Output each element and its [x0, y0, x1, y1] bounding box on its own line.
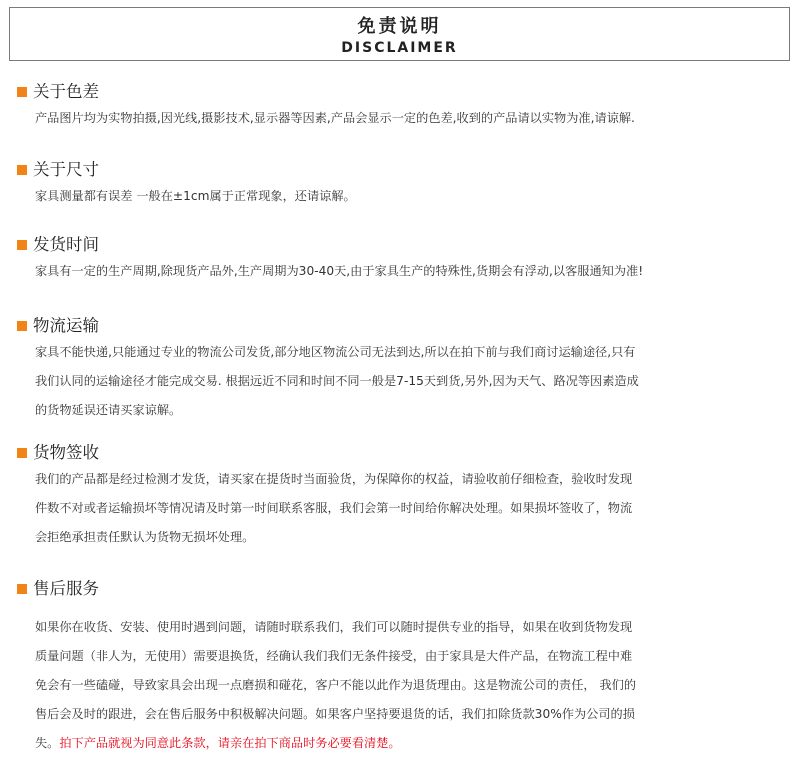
section-color-difference: [17, 80, 787, 133]
section-title: 物流运输: [33, 316, 99, 335]
section-body: [35, 104, 787, 133]
section-line: 会拒绝承担责任默认为货物无损坏处理。: [35, 530, 255, 544]
section-bullet-icon: [17, 240, 27, 250]
section-body: [35, 465, 787, 552]
section-line: 免会有一些磕碰，导致家具会出现一点磨损和碰花，客户不能以此作为退货理由。这是物流公司的责任， 我们的: [35, 678, 637, 692]
section-title: 关于色差: [33, 82, 99, 101]
section-shipping-time: [17, 233, 787, 286]
section-title: 售后服务: [33, 579, 99, 598]
section-bullet-icon: [17, 584, 27, 594]
agreement-notice: 拍下产品就视为同意此条款，请亲在拍下商品时务必要看清楚。: [59, 736, 401, 750]
section-line: 家具测量都有误差 一般在±1cm属于正常现象，还请谅解。: [35, 189, 356, 203]
section-after-sales: [17, 577, 787, 758]
section-line: 我们的产品都是经过检测才发货，请买家在提货时当面验货，为保障你的权益，请验收前仔细检查，验收时发现: [35, 472, 633, 486]
section-bullet-icon: [17, 165, 27, 175]
section-line-prefix: 失。: [35, 736, 60, 750]
section-body: [35, 338, 787, 425]
section-line-last: [35, 729, 787, 758]
section-receipt: [17, 441, 787, 552]
section-size: [17, 158, 787, 211]
section-title: 货物签收: [33, 443, 99, 462]
section-bullet-icon: [17, 321, 27, 331]
page-title: 免责说明: [357, 16, 442, 37]
section-line: 我们认同的运输途径才能完成交易. 根据远近不同和时间不同一般是7-15天到货,另外,因为天气、路况等因素造成: [35, 374, 639, 388]
section-line: 售后会及时的跟进，会在售后服务中积极解决问题。如果客户坚持要退货的话，我们扣除货款30%作为公司的损: [35, 707, 635, 721]
page-subtitle: DISCLAIMER: [341, 40, 458, 56]
section-bullet-icon: [17, 87, 27, 97]
section-line: 家具不能快递,只能通过专业的物流公司发货,部分地区物流公司无法到达,所以在拍下前与我们商讨运输途径,只有: [35, 345, 636, 359]
section-bullet-icon: [17, 448, 27, 458]
disclaimer-header: [9, 7, 790, 61]
section-line: 的货物延误还请买家谅解。: [35, 403, 182, 417]
section-line: 如果你在收货、安装、使用时遇到问题，请随时联系我们，我们可以随时提供专业的指导，如果在收到货物发现: [35, 620, 633, 634]
section-body: [35, 613, 787, 758]
section-line: 质量问题（非人为，无使用）需要退换货，经确认我们我们无条件接受，由于家具是大件产品，在物流工程中难: [35, 649, 633, 663]
section-title: 发货时间: [33, 235, 99, 254]
section-logistics: [17, 314, 787, 425]
section-line: 件数不对或者运输损坏等情况请及时第一时间联系客服，我们会第一时间给你解决处理。如果损坏签收了，物流: [35, 501, 633, 515]
section-body: [35, 182, 787, 211]
section-line: 产品图片均为实物拍摄,因光线,摄影技术,显示器等因素,产品会显示一定的色差,收到的产品请以实物为准,请谅解.: [35, 111, 635, 125]
section-body: [35, 257, 787, 286]
section-line: 家具有一定的生产周期,除现货产品外,生产周期为30-40天,由于家具生产的特殊性,货期会有浮动,以客服通知为准!: [35, 264, 644, 278]
section-title: 关于尺寸: [33, 160, 99, 179]
